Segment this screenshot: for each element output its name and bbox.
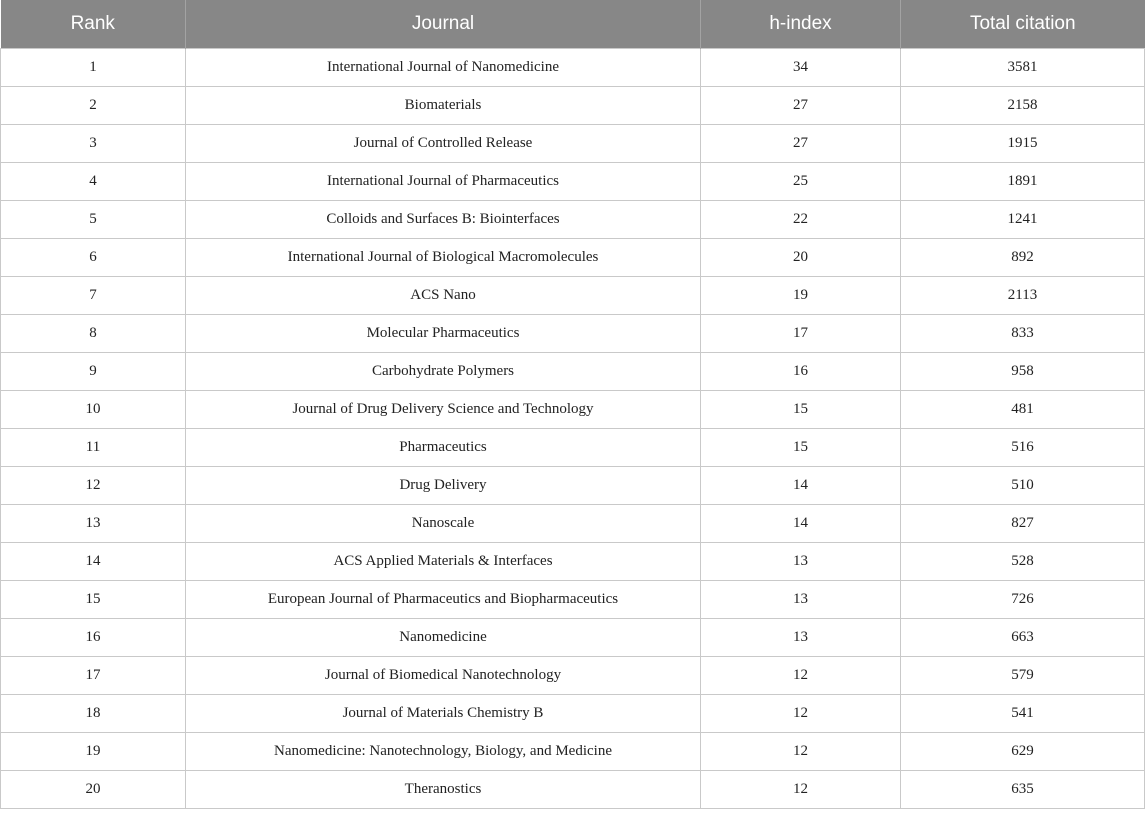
rank-cell: 5 xyxy=(1,201,186,239)
journal-cell: Nanoscale xyxy=(186,505,701,543)
total-citation-cell: 541 xyxy=(901,695,1145,733)
journal-cell: Journal of Controlled Release xyxy=(186,125,701,163)
total-citation-cell: 1915 xyxy=(901,125,1145,163)
h-index-cell: 12 xyxy=(701,657,901,695)
rank-cell: 19 xyxy=(1,733,186,771)
table-row xyxy=(1,49,1145,87)
rank-cell: 4 xyxy=(1,163,186,201)
total-citation-cell: 510 xyxy=(901,467,1145,505)
journal-cell: Journal of Materials Chemistry B xyxy=(186,695,701,733)
total-citation-cell: 2158 xyxy=(901,87,1145,125)
table-row xyxy=(1,467,1145,505)
h-index-cell: 17 xyxy=(701,315,901,353)
journal-cell: Drug Delivery xyxy=(186,467,701,505)
rank-cell: 2 xyxy=(1,87,186,125)
h-index-cell: 12 xyxy=(701,695,901,733)
column-header-journal: Journal xyxy=(186,0,701,49)
table-row xyxy=(1,619,1145,657)
rank-cell: 16 xyxy=(1,619,186,657)
total-citation-cell: 1241 xyxy=(901,201,1145,239)
table-row xyxy=(1,277,1145,315)
h-index-cell: 20 xyxy=(701,239,901,277)
h-index-cell: 15 xyxy=(701,391,901,429)
h-index-cell: 13 xyxy=(701,619,901,657)
total-citation-cell: 1891 xyxy=(901,163,1145,201)
total-citation-cell: 629 xyxy=(901,733,1145,771)
rank-cell: 11 xyxy=(1,429,186,467)
h-index-cell: 16 xyxy=(701,353,901,391)
rank-cell: 10 xyxy=(1,391,186,429)
rank-cell: 6 xyxy=(1,239,186,277)
journal-cell: Journal of Biomedical Nanotechnology xyxy=(186,657,701,695)
table-row xyxy=(1,353,1145,391)
total-citation-cell: 528 xyxy=(901,543,1145,581)
table-row xyxy=(1,239,1145,277)
total-citation-cell: 958 xyxy=(901,353,1145,391)
total-citation-cell: 579 xyxy=(901,657,1145,695)
journal-cell: Journal of Drug Delivery Science and Technology xyxy=(186,391,701,429)
journal-cell: Theranostics xyxy=(186,771,701,809)
total-citation-cell: 2113 xyxy=(901,277,1145,315)
total-citation-cell: 663 xyxy=(901,619,1145,657)
table-row xyxy=(1,391,1145,429)
h-index-cell: 34 xyxy=(701,49,901,87)
table-row xyxy=(1,771,1145,809)
h-index-cell: 27 xyxy=(701,87,901,125)
rank-cell: 9 xyxy=(1,353,186,391)
table-row xyxy=(1,657,1145,695)
h-index-cell: 25 xyxy=(701,163,901,201)
rank-cell: 12 xyxy=(1,467,186,505)
table-row xyxy=(1,87,1145,125)
table-row xyxy=(1,505,1145,543)
h-index-cell: 22 xyxy=(701,201,901,239)
journal-cell: International Journal of Pharmaceutics xyxy=(186,163,701,201)
total-citation-cell: 635 xyxy=(901,771,1145,809)
journal-cell: International Journal of Biological Macromolecules xyxy=(186,239,701,277)
journal-cell: Carbohydrate Polymers xyxy=(186,353,701,391)
journal-cell: European Journal of Pharmaceutics and Biopharmaceutics xyxy=(186,581,701,619)
h-index-cell: 27 xyxy=(701,125,901,163)
table-row xyxy=(1,429,1145,467)
rank-cell: 14 xyxy=(1,543,186,581)
h-index-cell: 14 xyxy=(701,505,901,543)
h-index-cell: 12 xyxy=(701,733,901,771)
rank-cell: 20 xyxy=(1,771,186,809)
table-body xyxy=(1,49,1145,809)
journal-cell: Colloids and Surfaces B: Biointerfaces xyxy=(186,201,701,239)
h-index-cell: 19 xyxy=(701,277,901,315)
total-citation-cell: 833 xyxy=(901,315,1145,353)
journal-cell: Biomaterials xyxy=(186,87,701,125)
table-row xyxy=(1,125,1145,163)
table-row xyxy=(1,201,1145,239)
total-citation-cell: 3581 xyxy=(901,49,1145,87)
h-index-cell: 13 xyxy=(701,581,901,619)
h-index-cell: 12 xyxy=(701,771,901,809)
h-index-cell: 14 xyxy=(701,467,901,505)
total-citation-cell: 481 xyxy=(901,391,1145,429)
rank-cell: 3 xyxy=(1,125,186,163)
table-row xyxy=(1,581,1145,619)
journal-cell: Nanomedicine xyxy=(186,619,701,657)
rank-cell: 1 xyxy=(1,49,186,87)
table-row xyxy=(1,695,1145,733)
h-index-cell: 15 xyxy=(701,429,901,467)
journal-cell: Molecular Pharmaceutics xyxy=(186,315,701,353)
column-header-rank: Rank xyxy=(1,0,186,49)
journal-cell: ACS Nano xyxy=(186,277,701,315)
h-index-cell: 13 xyxy=(701,543,901,581)
table-row xyxy=(1,543,1145,581)
table-row xyxy=(1,315,1145,353)
rank-cell: 18 xyxy=(1,695,186,733)
table-header xyxy=(1,0,1145,49)
total-citation-cell: 516 xyxy=(901,429,1145,467)
rank-cell: 8 xyxy=(1,315,186,353)
total-citation-cell: 827 xyxy=(901,505,1145,543)
journal-cell: International Journal of Nanomedicine xyxy=(186,49,701,87)
rank-cell: 13 xyxy=(1,505,186,543)
rank-cell: 15 xyxy=(1,581,186,619)
rank-cell: 17 xyxy=(1,657,186,695)
column-header-h-index: h-index xyxy=(701,0,901,49)
journal-cell: ACS Applied Materials & Interfaces xyxy=(186,543,701,581)
journal-cell: Nanomedicine: Nanotechnology, Biology, and Medicine xyxy=(186,733,701,771)
total-citation-cell: 892 xyxy=(901,239,1145,277)
total-citation-cell: 726 xyxy=(901,581,1145,619)
table-row xyxy=(1,733,1145,771)
rank-cell: 7 xyxy=(1,277,186,315)
column-header-total-citation: Total citation xyxy=(901,0,1145,49)
table-row xyxy=(1,163,1145,201)
journal-cell: Pharmaceutics xyxy=(186,429,701,467)
header-row xyxy=(1,0,1145,49)
